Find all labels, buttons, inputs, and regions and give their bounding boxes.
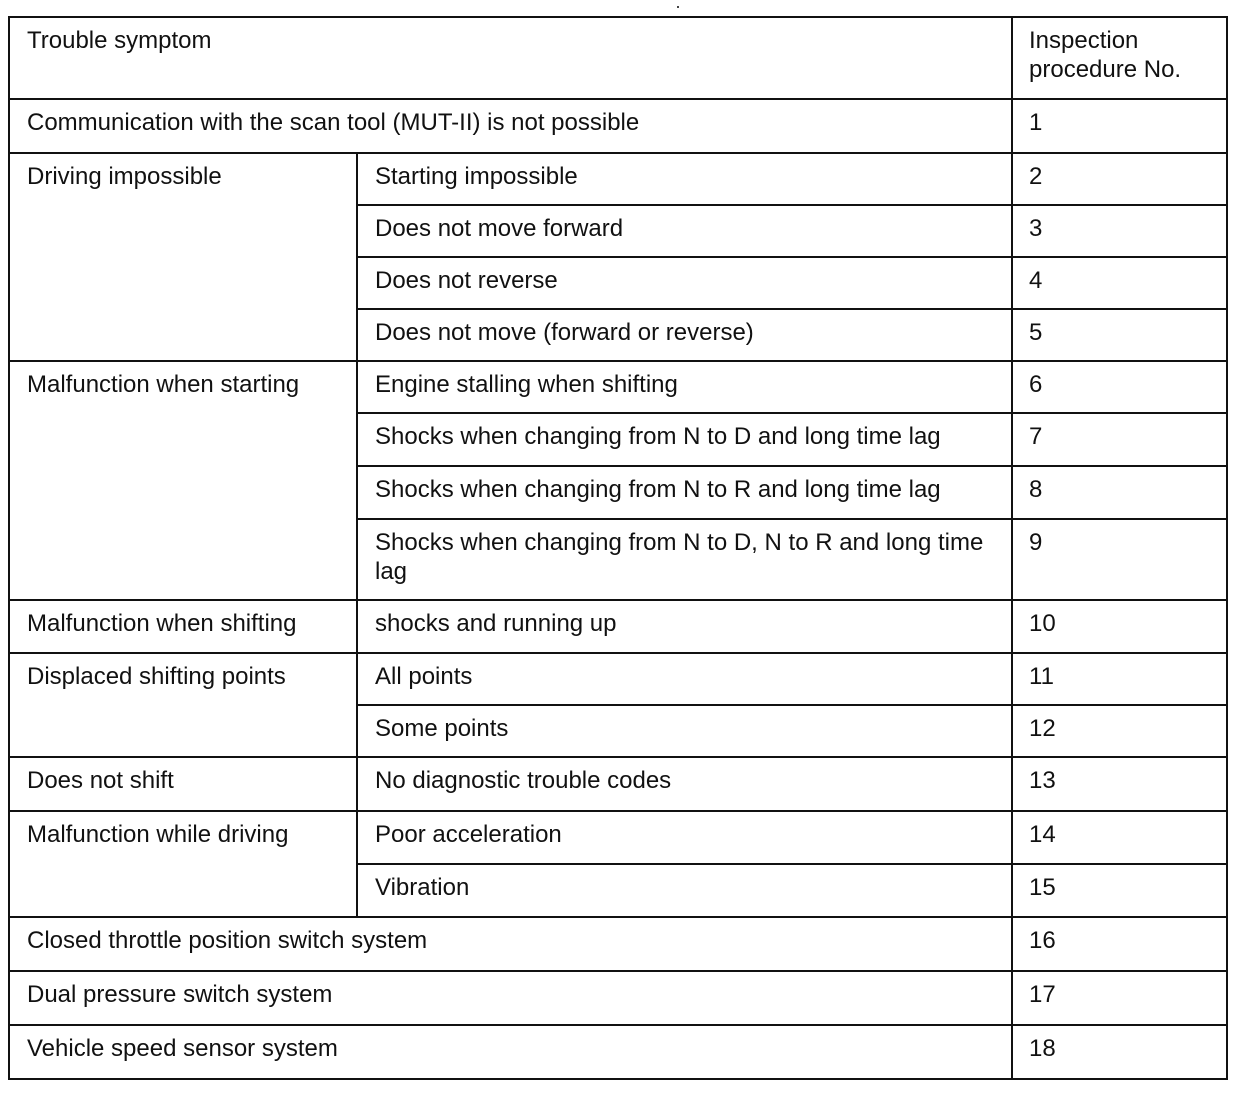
header-procedure-no xyxy=(1012,17,1227,99)
table-row xyxy=(9,971,1227,1025)
procedure-no-cell: 11 xyxy=(1012,653,1227,705)
procedure-no-cell: 9 xyxy=(1012,519,1227,600)
header-procedure-line2: procedure No. xyxy=(1029,56,1182,83)
symptom-cell: Vehicle speed sensor system xyxy=(9,1025,1012,1079)
table-row xyxy=(9,917,1227,971)
procedure-no-cell: 6 xyxy=(1012,361,1227,413)
symptom-cell: Shocks when changing from N to D and long time lag xyxy=(357,413,1012,466)
category-cell-malfunction-starting: Malfunction when starting xyxy=(9,361,357,600)
procedure-no-cell: 17 xyxy=(1012,971,1227,1025)
procedure-no-cell: 12 xyxy=(1012,705,1227,757)
category-cell-malfunction-shifting: Malfunction when shifting xyxy=(9,600,357,653)
procedure-no-cell: 5 xyxy=(1012,309,1227,361)
header-procedure-line1: Inspection xyxy=(1029,27,1139,54)
table-row xyxy=(9,757,1227,811)
table-row xyxy=(9,153,1227,205)
symptom-cell: Some points xyxy=(357,705,1012,757)
procedure-no-cell: 8 xyxy=(1012,466,1227,519)
trouble-symptom-table xyxy=(8,16,1228,1080)
table-header-row xyxy=(9,17,1227,99)
category-cell-driving-impossible: Driving impossible xyxy=(9,153,357,361)
symptom-cell: Vibration xyxy=(357,864,1012,917)
symptom-cell: Does not move (forward or reverse) xyxy=(357,309,1012,361)
procedure-no-cell: 2 xyxy=(1012,153,1227,205)
procedure-no-cell: 7 xyxy=(1012,413,1227,466)
category-cell-displaced-points: Displaced shifting points xyxy=(9,653,357,757)
procedure-no-cell: 18 xyxy=(1012,1025,1227,1079)
category-cell-malfunction-driving: Malfunction while driving xyxy=(9,811,357,917)
procedure-no-cell: 3 xyxy=(1012,205,1227,257)
symptom-cell: Shocks when changing from N to R and long time lag xyxy=(357,466,1012,519)
symptom-cell: No diagnostic trouble codes xyxy=(357,757,1012,811)
procedure-no-cell: 13 xyxy=(1012,757,1227,811)
table-row xyxy=(9,811,1227,864)
scan-speck xyxy=(677,6,679,8)
procedure-no-cell: 10 xyxy=(1012,600,1227,653)
procedure-no-cell: 15 xyxy=(1012,864,1227,917)
symptom-cell: Does not move forward xyxy=(357,205,1012,257)
table-row xyxy=(9,99,1227,153)
table-row xyxy=(9,1025,1227,1079)
header-trouble-symptom: Trouble symptom xyxy=(9,17,1012,99)
symptom-cell: Dual pressure switch system xyxy=(9,971,1012,1025)
symptom-cell: Communication with the scan tool (MUT-II) is not possible xyxy=(9,99,1012,153)
procedure-no-cell: 14 xyxy=(1012,811,1227,864)
symptom-cell: All points xyxy=(357,653,1012,705)
table-row xyxy=(9,600,1227,653)
procedure-no-cell: 1 xyxy=(1012,99,1227,153)
symptom-cell: Shocks when changing from N to D, N to R and long time lag xyxy=(357,519,1012,600)
symptom-cell: shocks and running up xyxy=(357,600,1012,653)
table-row xyxy=(9,361,1227,413)
symptom-cell: Poor acceleration xyxy=(357,811,1012,864)
symptom-cell: Starting impossible xyxy=(357,153,1012,205)
category-cell-does-not-shift: Does not shift xyxy=(9,757,357,811)
symptom-cell: Engine stalling when shifting xyxy=(357,361,1012,413)
procedure-no-cell: 4 xyxy=(1012,257,1227,309)
table-row xyxy=(9,653,1227,705)
symptom-cell: Does not reverse xyxy=(357,257,1012,309)
symptom-cell: Closed throttle position switch system xyxy=(9,917,1012,971)
procedure-no-cell: 16 xyxy=(1012,917,1227,971)
